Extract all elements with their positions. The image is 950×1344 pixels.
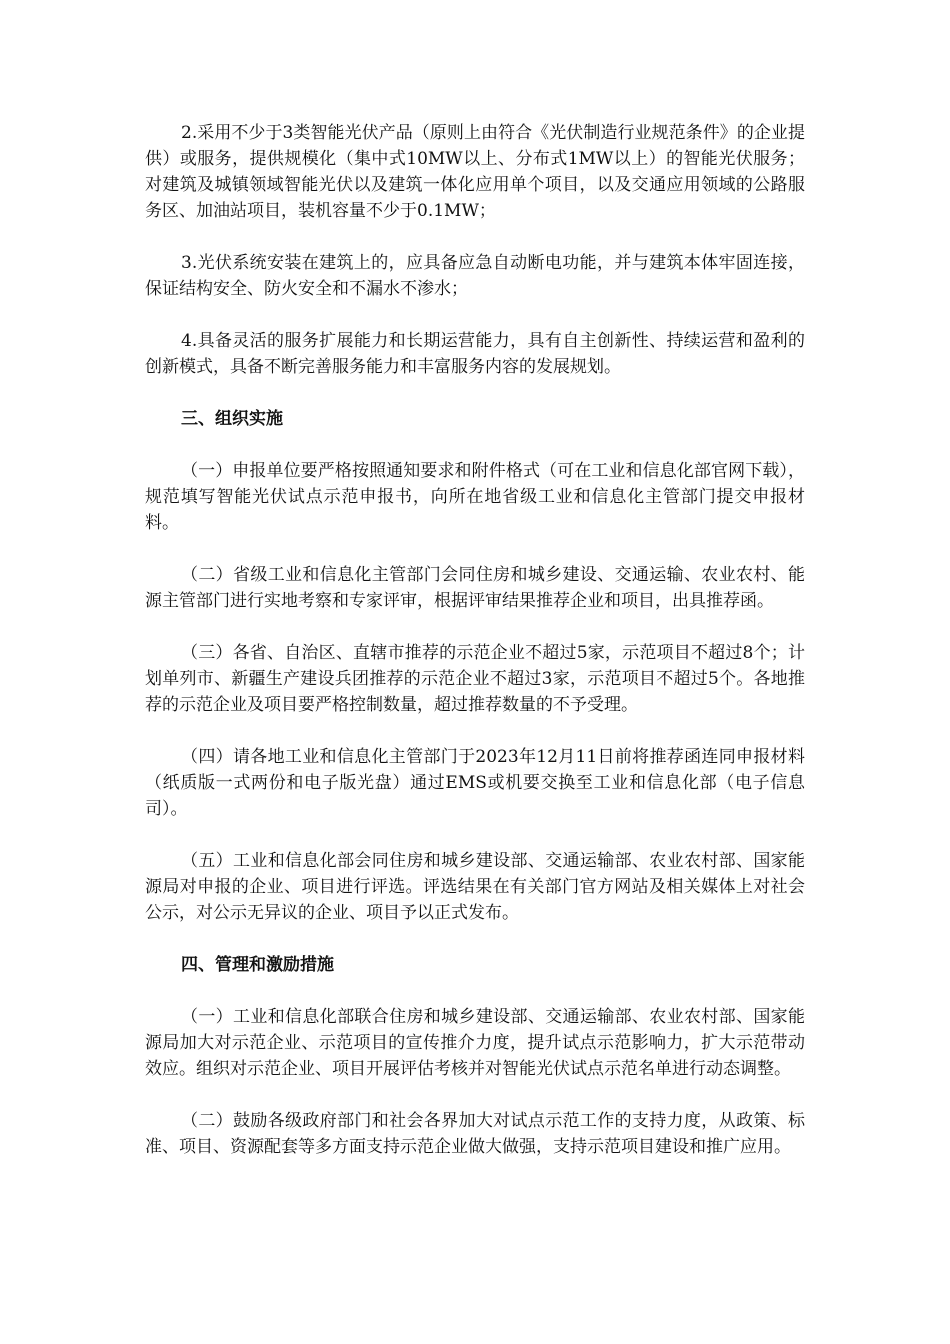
organization-paragraph-1: （一）申报单位要严格按照通知要求和附件格式（可在工业和信息化部官网下载），规范填写智能光伏试点示范申报书，向所在地省级工业和信息化主管部门提交申报材料。 (145, 461, 805, 533)
organization-paragraph-5: （五）工业和信息化部会同住房和城乡建设部、交通运输部、农业农村部、国家能源局对申报的企业、项目进行评选。评选结果在有关部门官方网站及相关媒体上对社会公示，对公示无异议的企业、项目予以正式发布。 (145, 851, 805, 923)
section-heading-organization: 三、组织实施 (181, 409, 283, 429)
requirement-item-2: 2.采用不少于3类智能光伏产品（原则上由符合《光伏制造行业规范条件》的企业提供）或服务，提供规模化（集中式10MW以上、分布式1MW以上）的智能光伏服务；对建筑及城镇领域智能光伏以及建筑一体化应用单个项目，以及交通应用领域的公路服务区、加油站项目，装机容量不少于0.1MW； (145, 123, 805, 221)
management-paragraph-2: （二）鼓励各级政府部门和社会各界加大对试点示范工作的支持力度，从政策、标准、项目、资源配套等多方面支持示范企业做大做强，支持示范项目建设和推广应用。 (145, 1111, 805, 1157)
organization-paragraph-2: （二）省级工业和信息化主管部门会同住房和城乡建设、交通运输、农业农村、能源主管部门进行实地考察和专家评审，根据评审结果推荐企业和项目，出具推荐函。 (145, 565, 805, 611)
section-heading-management: 四、管理和激励措施 (181, 955, 334, 975)
organization-paragraph-3: （三）各省、自治区、直辖市推荐的示范企业不超过5家，示范项目不超过8个；计划单列市、新疆生产建设兵团推荐的示范企业不超过3家，示范项目不超过5个。各地推荐的示范企业及项目要严格控制数量，超过推荐数量的不予受理。 (145, 643, 805, 715)
document-body (145, 120, 805, 1186)
management-paragraph-1: （一）工业和信息化部联合住房和城乡建设部、交通运输部、农业农村部、国家能源局加大对示范企业、示范项目的宣传推介力度，提升试点示范影响力，扩大示范带动效应。组织对示范企业、项目开展评估考核并对智能光伏试点示范名单进行动态调整。 (145, 1007, 805, 1079)
requirement-item-3: 3.光伏系统安装在建筑上的，应具备应急自动断电功能，并与建筑本体牢固连接，保证结构安全、防火安全和不漏水不渗水； (145, 253, 805, 299)
organization-paragraph-4: （四）请各地工业和信息化主管部门于2023年12月11日前将推荐函连同申报材料（纸质版一式两份和电子版光盘）通过EMS或机要交换至工业和信息化部（电子信息司）。 (145, 747, 805, 819)
requirement-item-4: 4.具备灵活的服务扩展能力和长期运营能力，具有自主创新性、持续运营和盈利的创新模式，具备不断完善服务能力和丰富服务内容的发展规划。 (145, 331, 805, 377)
